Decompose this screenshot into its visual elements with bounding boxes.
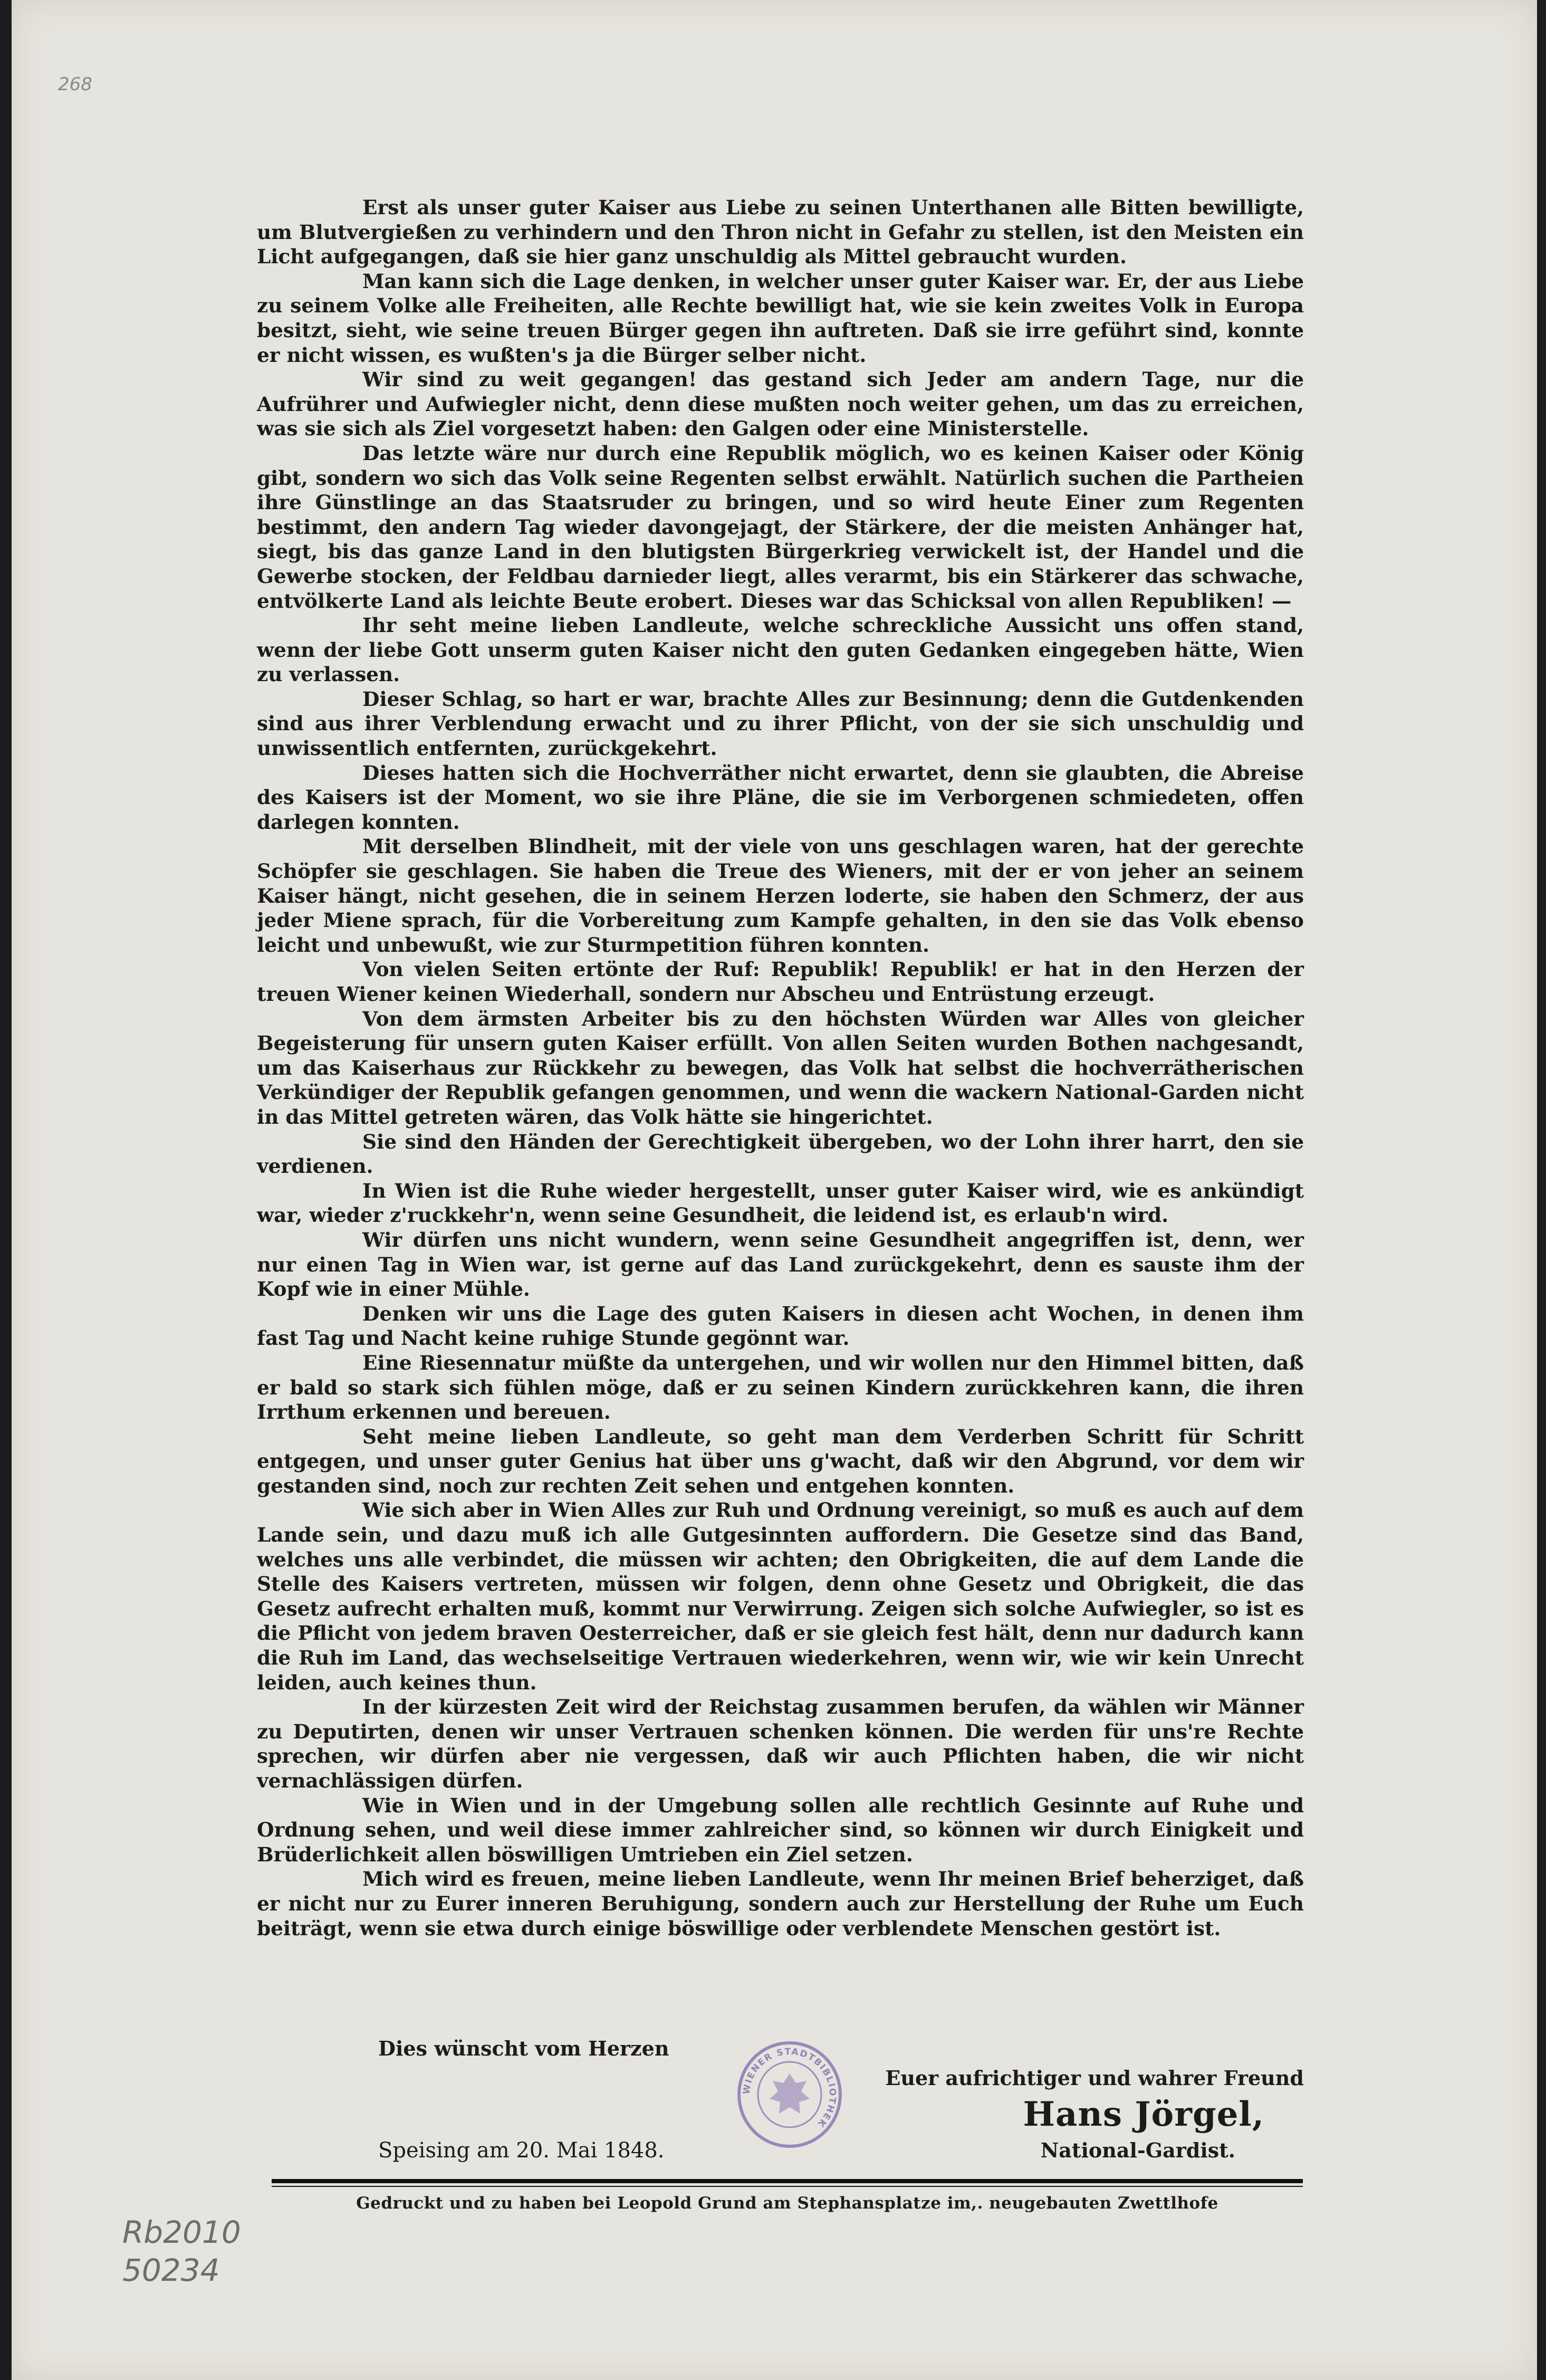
shelfmark-line: Rb2010	[122, 2214, 241, 2250]
newspaper-page	[12, 0, 1537, 2380]
paragraph: Wir sind zu weit gegangen! das gestand sich Jeder am andern Tage, nur die Aufrührer und Aufwiegler nicht, denn diese mußten noch weiter gehen, um das zu erreichen, was sie sich als Ziel vorgesetzt haben: den Galgen oder eine Ministerstelle.	[257, 368, 1304, 441]
paragraph: Erst als unser guter Kaiser aus Liebe zu seinen Unterthanen alle Bitten bewilligte, um Blutvergießen zu verhindern und den Thron nicht in Gefahr zu stellen, ist den Meisten ein Licht aufgegangen, daß sie hier ganz unschuldig als Mittel gebraucht wurden.	[257, 196, 1304, 269]
paragraph: Sie sind den Händen der Gerechtigkeit übergeben, wo der Lohn ihrer harrt, den sie verdienen.	[257, 1130, 1304, 1178]
paragraph: In der kürzesten Zeit wird der Reichstag zusammen berufen, da wählen wir Männer zu Deputirten, denen wir unser Vertrauen schenken können. Die werden für uns're Rechte sprechen, wir dürfen aber nie vergessen, daß wir auch Pflichten haben, die wir nicht vernachlässigen dürfen.	[257, 1695, 1304, 1792]
paragraph: Wie in Wien und in der Umgebung sollen alle rechtlich Gesinnte auf Ruhe und Ordnung sehen, und weil diese immer zahlreicher sind, so können wir durch Einigkeit und Brüderlichkeit allen böswilligen Umtrieben ein Ziel setzen.	[257, 1793, 1304, 1866]
signer-name: Hans Jörgel,	[1023, 2095, 1264, 2134]
printer-imprint: Gedruckt und zu haben bei Leopold Grund am Stephansplatze im,. neugebauten Zwettlhofe	[356, 2194, 1218, 2213]
paragraph: Von dem ärmsten Arbeiter bis zu den höchsten Würden war Alles von gleicher Begeisterung für unsern guten Kaiser erfüllt. Von allen Seiten wurden Bothen nachgesandt, um das Kaiserhaus zur Rückkehr zu bewegen, das Volk hat selbst die hochverrätherischen Verkündiger der Republik gefangen genommen, und wenn die wackern National-Garden nicht in das Mittel getreten wären, das Volk hätte sie hingerichtet.	[257, 1007, 1304, 1129]
paragraph: Dieses hatten sich die Hochverräther nicht erwartet, denn sie glaubten, die Abreise des Kaisers ist der Moment, wo sie ihre Pläne, die sie im Verborgenen schmiedeten, offen darlegen konnten.	[257, 761, 1304, 834]
library-stamp-icon	[737, 2041, 842, 2149]
shelfmark-annotation	[122, 2213, 241, 2289]
paragraph: Ihr seht meine lieben Landleute, welche schreckliche Aussicht uns offen stand, wenn der liebe Gott unserm guten Kaiser nicht den guten Gedanken eingegeben hätte, Wien zu verlassen.	[257, 614, 1304, 686]
paragraph: Eine Riesennatur müßte da untergehen, und wir wollen nur den Himmel bitten, daß er bald so stark sich fühlen möge, daß er zu seinen Kindern zurückkehren kann, die ihren Irrthum erkennen und bereuen.	[257, 1351, 1304, 1424]
paragraph: Man kann sich die Lage denken, in welcher unser guter Kaiser war. Er, der aus Liebe zu seinem Volke alle Freiheiten, alle Rechte bewilligt hat, wie sie kein zweites Volk in Europa besitzt, sieht, wie seine treuen Bürger gegen ihn auftreten. Daß sie irre geführt sind, konnte er nicht wissen, es wußten's ja die Bürger selber nicht.	[257, 269, 1304, 367]
paragraph: Wie sich aber in Wien Alles zur Ruh und Ordnung vereinigt, so muß es auch auf dem Lande sein, und dazu muß ich alle Gutgesinnten auffordern. Die Gesetze sind das Band, welches uns alle verbindet, die müssen wir achten; den Obrigkeiten, die auf dem Lande die Stelle des Kaisers vertreten, müssen wir folgen, denn ohne Gesetz und Obrigkeit, die das Gesetz aufrecht erhalten muß, kommt nur Verwirrung. Zeigen sich solche Aufwiegler, so ist es die Pflicht von jedem braven Oesterreicher, daß er sie gleich fest hält, denn nur dadurch kann die Ruh im Land, das wechselseitige Vertrauen wiederkehren, wenn wir, wie wir kein Unrecht leiden, auch keines thun.	[257, 1498, 1304, 1694]
greeting: Dies wünscht vom Herzen	[378, 2037, 669, 2060]
closing-line: Euer aufrichtiger und wahrer Freund	[885, 2066, 1304, 2090]
paragraph: Mich wird es freuen, meine lieben Landleute, wenn Ihr meinen Brief beherziget, daß er nicht nur zu Eurer inneren Beruhigung, sondern auch zur Herstellung der Ruhe um Euch beiträgt, wenn sie etwa durch einige böswillige oder verblendete Menschen gestört ist.	[257, 1867, 1304, 1940]
paragraph: Seht meine lieben Landleute, so geht man dem Verderben Schritt für Schritt entgegen, und unser guter Genius hat über uns g'wacht, daß wir den Abgrund, vor dem wir gestanden sind, noch zur rechten Zeit sehen und entgehen konnten.	[257, 1425, 1304, 1497]
paragraph: Das letzte wäre nur durch eine Republik möglich, wo es keinen Kaiser oder König gibt, sondern wo sich das Volk seine Regenten selbst erwählt. Natürlich suchen die Partheien ihre Günstlinge an das Staatsruder zu bringen, und so wird heute Einer zum Regenten bestimmt, den andern Tag wieder davongejagt, der Stärkere, der die meisten Anhänger hat, siegt, bis das ganze Land in den blutigsten Bürgerkrieg verwickelt ist, der Handel und die Gewerbe stocken, der Feldbau darnieder liegt, alles verarmt, bis ein Stärkerer das schwache, entvölkerte Land als leichte Beute erobert. Dieses war das Schicksal von allen Republiken! —	[257, 441, 1304, 613]
page-number-annotation: 268	[58, 74, 92, 95]
place-date: Speising am 20. Mai 1848.	[378, 2138, 665, 2163]
divider-rule-thin	[272, 2186, 1303, 2187]
paragraph: Denken wir uns die Lage des guten Kaisers in diesen acht Wochen, in denen ihm fast Tag und Nacht keine ruhige Stunde gegönnt war.	[257, 1302, 1304, 1350]
main-text	[257, 195, 1304, 1941]
signer-rank: National-Gardist.	[1040, 2138, 1235, 2162]
paragraph: Wir dürfen uns nicht wundern, wenn seine Gesundheit angegriffen ist, denn, wer nur einen Tag in Wien war, ist gerne auf das Land zurückgekehrt, denn es sauste ihm der Kopf wie in einer Mühle.	[257, 1228, 1304, 1301]
shelfmark-line: 50234	[122, 2252, 220, 2288]
stamp-text: WIENER STADTBIBLIOTHEK	[741, 2046, 838, 2130]
paragraph: Mit derselben Blindheit, mit der viele von uns geschlagen waren, hat der gerechte Schöpfer sie geschlagen. Sie haben die Treue des Wieners, mit der er von jeher an seinem Kaiser hängt, nicht gesehen, die in seinem Herzen loderte, sie haben den Schmerz, der aus jeder Miene sprach, für die Vorbereitung zum Kampfe gehalten, in den sie das Volk ebenso leicht und unbewußt, wie zur Sturmpetition führen konnten.	[257, 835, 1304, 957]
paragraph: Von vielen Seiten ertönte der Ruf: Republik! Republik! er hat in den Herzen der treuen Wiener keinen Wiederhall, sondern nur Abscheu und Entrüstung erzeugt.	[257, 958, 1304, 1006]
divider-rule	[272, 2179, 1303, 2183]
paragraph: In Wien ist die Ruhe wieder hergestellt, unser guter Kaiser wird, wie es ankündigt war, wieder z'ruckkehr'n, wenn seine Gesundheit, die leidend ist, es erlaub'n wird.	[257, 1179, 1304, 1227]
paragraph: Dieser Schlag, so hart er war, brachte Alles zur Besinnung; denn die Gutdenkenden sind aus ihrer Verblendung erwacht und zu ihrer Pflicht, von der sie sich unschuldig und unwissentlich entfernten, zurückgekehrt.	[257, 687, 1304, 760]
